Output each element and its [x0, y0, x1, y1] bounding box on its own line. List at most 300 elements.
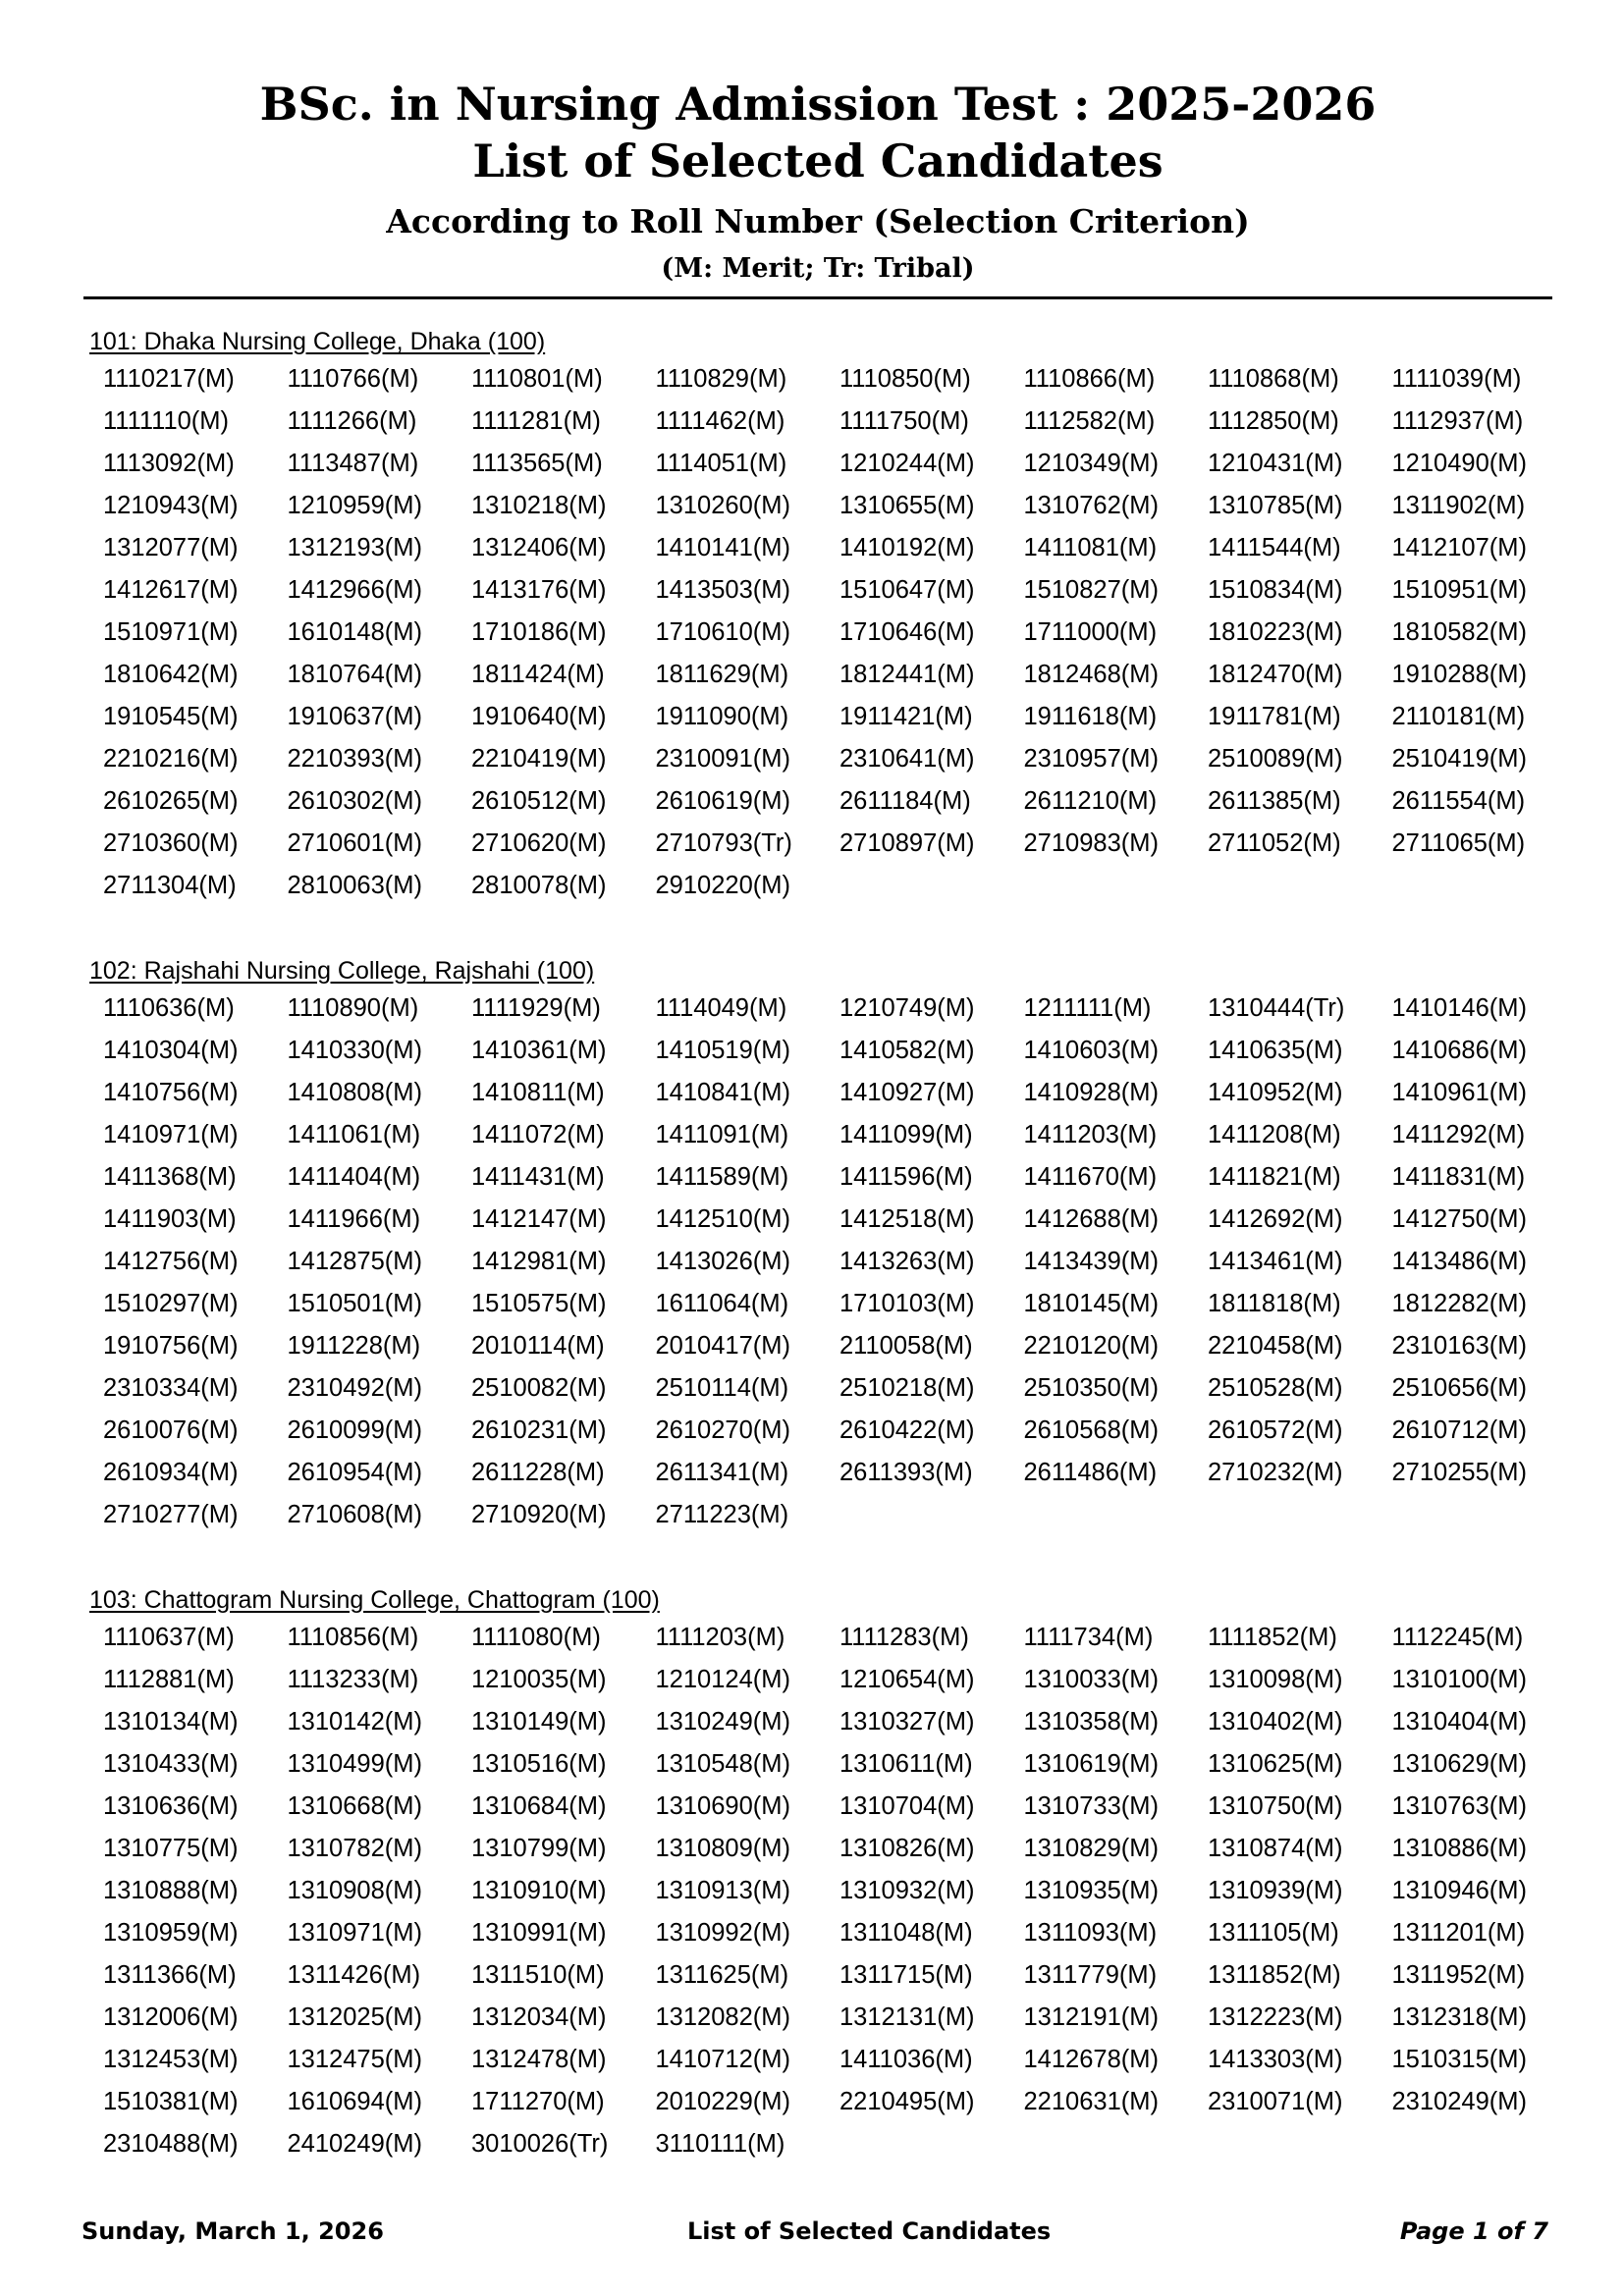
roll-number: 2611486(M) — [1023, 1459, 1158, 1486]
roll-number: 1410519(M) — [655, 1037, 790, 1064]
roll-number: 1411589(M) — [655, 1163, 789, 1191]
roll-number: 1311952(M) — [1391, 1961, 1526, 1989]
roll-number: 1110801(M) — [471, 365, 603, 393]
roll-number: 1112850(M) — [1208, 407, 1339, 435]
roll-number: 1410961(M) — [1391, 1079, 1527, 1106]
roll-number: 1310910(M) — [471, 1877, 607, 1904]
roll-number: 1312034(M) — [471, 2003, 607, 2031]
roll-number: 1411670(M) — [1023, 1163, 1158, 1191]
roll-number: 1412966(M) — [287, 576, 422, 604]
roll-number: 1310625(M) — [1208, 1750, 1343, 1778]
roll-number: 1910640(M) — [471, 703, 607, 730]
roll-number: 1110850(M) — [839, 365, 971, 393]
roll-number: 1510647(M) — [839, 576, 975, 604]
roll-number: 1310499(M) — [287, 1750, 422, 1778]
roll-number: 1413439(M) — [1023, 1248, 1159, 1275]
roll-number: 1311093(M) — [1023, 1919, 1158, 1947]
roll-number: 1412107(M) — [1391, 534, 1527, 561]
roll-number: 2710608(M) — [287, 1501, 422, 1528]
roll-number: 1411544(M) — [1208, 534, 1341, 561]
roll-number: 1110890(M) — [287, 994, 419, 1022]
roll-number: 1312478(M) — [471, 2046, 607, 2073]
roll-number: 1411203(M) — [1023, 1121, 1158, 1148]
roll-number: 2610076(M) — [103, 1416, 239, 1444]
roll-number: 1411091(M) — [655, 1121, 789, 1148]
roll-number: 1110766(M) — [287, 365, 419, 393]
roll-number: 1811629(M) — [655, 661, 789, 688]
roll-number: 1411081(M) — [1023, 534, 1158, 561]
roll-number: 1410927(M) — [839, 1079, 975, 1106]
roll-number: 1310913(M) — [655, 1877, 790, 1904]
roll-number: 1413503(M) — [655, 576, 790, 604]
roll-number: 1412678(M) — [1023, 2046, 1159, 2073]
college-title: 102: Rajshahi Nursing College, Rajshahi (100) — [89, 957, 595, 985]
roll-number: 2610270(M) — [655, 1416, 790, 1444]
roll-number: 1310799(M) — [471, 1835, 607, 1862]
roll-number: 1210490(M) — [1391, 450, 1527, 477]
roll-number: 2310091(M) — [655, 745, 790, 773]
roll-number: 2510419(M) — [1391, 745, 1527, 773]
roll-number: 2210120(M) — [1023, 1332, 1159, 1360]
roll-number: 2010114(M) — [471, 1332, 605, 1360]
roll-number: 1210035(M) — [471, 1666, 607, 1693]
roll-number: 1310991(M) — [471, 1919, 607, 1947]
roll-number: 1811818(M) — [1208, 1290, 1341, 1317]
roll-number: 1210431(M) — [1208, 450, 1343, 477]
college-title: 103: Chattogram Nursing College, Chattogram (100) — [89, 1586, 660, 1614]
roll-number: 2710920(M) — [471, 1501, 607, 1528]
roll-number: 1310829(M) — [1023, 1835, 1159, 1862]
roll-number: 1810223(M) — [1208, 618, 1343, 646]
roll-number: 1310668(M) — [287, 1792, 422, 1820]
roll-number: 1410712(M) — [655, 2046, 790, 2073]
roll-number: 1710103(M) — [839, 1290, 975, 1317]
roll-number: 1113565(M) — [471, 450, 603, 477]
roll-number: 1110866(M) — [1023, 365, 1156, 393]
college-section-dhaka — [88, 326, 1547, 907]
roll-number: 1312082(M) — [655, 2003, 790, 2031]
roll-number: 1411966(M) — [287, 1205, 421, 1233]
roll-number: 1410141(M) — [655, 534, 790, 561]
roll-number: 1510951(M) — [1391, 576, 1527, 604]
roll-number: 1310935(M) — [1023, 1877, 1159, 1904]
roll-number: 1110868(M) — [1208, 365, 1339, 393]
roll-number: 1310886(M) — [1391, 1835, 1527, 1862]
roll-number: 1310971(M) — [287, 1919, 422, 1947]
roll-number: 1311426(M) — [287, 1961, 421, 1989]
roll-number: 1310260(M) — [655, 492, 790, 519]
roll-number: 1710646(M) — [839, 618, 975, 646]
roll-number: 1810642(M) — [103, 661, 239, 688]
roll-number: 1210654(M) — [839, 1666, 975, 1693]
roll-number: 1311779(M) — [1023, 1961, 1158, 1989]
roll-number: 2810078(M) — [471, 872, 607, 899]
header-divider — [83, 296, 1552, 299]
roll-number: 1410808(M) — [287, 1079, 422, 1106]
roll-number: 1312406(M) — [471, 534, 607, 561]
roll-number: 1311048(M) — [839, 1919, 973, 1947]
roll-number: 1113487(M) — [287, 450, 419, 477]
roll-number: 1410635(M) — [1208, 1037, 1343, 1064]
roll-number: 1312193(M) — [287, 534, 422, 561]
roll-number: 1310444(Tr) — [1208, 994, 1345, 1022]
roll-number: 2410249(M) — [287, 2130, 422, 2158]
roll-number: 2611385(M) — [1208, 787, 1341, 815]
roll-number: 1412692(M) — [1208, 1205, 1343, 1233]
roll-number: 1811424(M) — [471, 661, 605, 688]
roll-number: 2610422(M) — [839, 1416, 975, 1444]
roll-number: 1312006(M) — [103, 2003, 239, 2031]
roll-number: 1110636(M) — [103, 994, 235, 1022]
roll-number: 1411903(M) — [103, 1205, 237, 1233]
roll-number: 1310704(M) — [839, 1792, 975, 1820]
roll-number: 2710793(Tr) — [655, 829, 792, 857]
roll-number: 1911228(M) — [287, 1332, 421, 1360]
selection-criterion: According to Roll Number (Selection Criterion) — [386, 202, 1250, 240]
roll-number: 2310492(M) — [287, 1374, 422, 1402]
roll-number: 1112881(M) — [103, 1666, 235, 1693]
roll-number: 2611210(M) — [1023, 787, 1158, 815]
roll-number: 2710601(M) — [287, 829, 422, 857]
roll-number: 1411099(M) — [839, 1121, 973, 1148]
roll-number: 2610619(M) — [655, 787, 790, 815]
roll-number: 1113092(M) — [103, 450, 235, 477]
roll-number: 1412617(M) — [103, 576, 239, 604]
roll-number: 1412981(M) — [471, 1248, 607, 1275]
roll-number: 2711065(M) — [1391, 829, 1526, 857]
roll-number: 2711052(M) — [1208, 829, 1341, 857]
roll-number: 1410192(M) — [839, 534, 975, 561]
roll-number: 2510082(M) — [471, 1374, 607, 1402]
roll-number: 1312223(M) — [1208, 2003, 1343, 2031]
roll-number: 1310033(M) — [1023, 1666, 1159, 1693]
roll-number: 1411404(M) — [287, 1163, 421, 1191]
roll-number: 2810063(M) — [287, 872, 422, 899]
roll-number: 2611393(M) — [839, 1459, 973, 1486]
roll-number: 1111110(M) — [103, 407, 230, 435]
roll-number: 1111462(M) — [655, 407, 785, 435]
footer-date: Sunday, March 1, 2026 — [81, 2217, 384, 2245]
roll-number: 1310690(M) — [655, 1792, 790, 1820]
roll-number: 1312318(M) — [1391, 2003, 1527, 2031]
roll-number: 2310249(M) — [1391, 2088, 1527, 2115]
college-section-chattogram — [88, 1584, 1547, 2165]
roll-number: 1711000(M) — [1023, 618, 1158, 646]
roll-number: 1812468(M) — [1023, 661, 1159, 688]
roll-number: 1410952(M) — [1208, 1079, 1343, 1106]
roll-number: 1410841(M) — [655, 1079, 790, 1106]
roll-number: 1410811(M) — [471, 1079, 605, 1106]
roll-number: 1911781(M) — [1208, 703, 1341, 730]
roll-number: 1112582(M) — [1023, 407, 1156, 435]
roll-number: 2510350(M) — [1023, 1374, 1159, 1402]
roll-number: 1410928(M) — [1023, 1079, 1159, 1106]
roll-number: 2610512(M) — [471, 787, 607, 815]
roll-number: 1111283(M) — [839, 1624, 969, 1651]
document-subtitle: List of Selected Candidates — [472, 134, 1164, 187]
roll-number: 2010229(M) — [655, 2088, 790, 2115]
roll-number: 2510656(M) — [1391, 1374, 1527, 1402]
roll-number: 1412750(M) — [1391, 1205, 1527, 1233]
roll-number: 1510827(M) — [1023, 576, 1159, 604]
roll-number: 1812470(M) — [1208, 661, 1343, 688]
roll-number: 2610302(M) — [287, 787, 422, 815]
roll-number: 1312131(M) — [839, 2003, 975, 2031]
roll-number: 1211111(M) — [1023, 994, 1152, 1022]
roll-number: 1411431(M) — [471, 1163, 605, 1191]
roll-number: 2710983(M) — [1023, 829, 1159, 857]
roll-number: 1310908(M) — [287, 1877, 422, 1904]
roll-number: 2210458(M) — [1208, 1332, 1343, 1360]
roll-number: 1311510(M) — [471, 1961, 605, 1989]
roll-number: 1310782(M) — [287, 1835, 422, 1862]
roll-number: 1310684(M) — [471, 1792, 607, 1820]
roll-number: 1210943(M) — [103, 492, 239, 519]
roll-number: 2610099(M) — [287, 1416, 422, 1444]
roll-number: 1410603(M) — [1023, 1037, 1159, 1064]
roll-number: 1110829(M) — [655, 365, 787, 393]
roll-grid — [88, 988, 1547, 1536]
roll-number: 1112937(M) — [1391, 407, 1524, 435]
roll-number: 2710232(M) — [1208, 1459, 1343, 1486]
roll-number: 1911090(M) — [655, 703, 789, 730]
roll-number: 1210959(M) — [287, 492, 422, 519]
roll-number: 1510575(M) — [471, 1290, 607, 1317]
roll-number: 1410971(M) — [103, 1121, 239, 1148]
roll-number: 1311715(M) — [839, 1961, 973, 1989]
roll-number: 1310932(M) — [839, 1877, 975, 1904]
roll-number: 1110217(M) — [103, 365, 235, 393]
roll-number: 2610934(M) — [103, 1459, 239, 1486]
roll-number: 1510297(M) — [103, 1290, 239, 1317]
roll-number: 1812282(M) — [1391, 1290, 1527, 1317]
roll-number: 1510971(M) — [103, 618, 239, 646]
roll-number: 1310733(M) — [1023, 1792, 1159, 1820]
roll-number: 1310134(M) — [103, 1708, 239, 1735]
roll-number: 2710360(M) — [103, 829, 239, 857]
roll-number: 2510528(M) — [1208, 1374, 1343, 1402]
roll-number: 2510089(M) — [1208, 745, 1343, 773]
roll-number: 1311902(M) — [1391, 492, 1526, 519]
roll-number: 2110058(M) — [839, 1332, 973, 1360]
roll-number: 1310404(M) — [1391, 1708, 1527, 1735]
roll-number: 1310548(M) — [655, 1750, 790, 1778]
roll-number: 1412875(M) — [287, 1248, 422, 1275]
roll-grid — [88, 1617, 1547, 2165]
roll-number: 2910220(M) — [655, 872, 790, 899]
roll-number: 2710255(M) — [1391, 1459, 1527, 1486]
roll-number: 2611554(M) — [1391, 787, 1526, 815]
roll-number: 1210244(M) — [839, 450, 975, 477]
roll-number: 1111750(M) — [839, 407, 969, 435]
roll-number: 1411208(M) — [1208, 1121, 1341, 1148]
roll-number: 1411831(M) — [1391, 1163, 1526, 1191]
roll-number: 1311366(M) — [103, 1961, 237, 1989]
roll-number: 2611184(M) — [839, 787, 971, 815]
roll-number: 1111203(M) — [655, 1624, 785, 1651]
roll-number: 2610231(M) — [471, 1416, 607, 1444]
roll-number: 1412756(M) — [103, 1248, 239, 1275]
roll-number: 2210495(M) — [839, 2088, 975, 2115]
roll-number: 2610954(M) — [287, 1459, 422, 1486]
roll-number: 1410756(M) — [103, 1079, 239, 1106]
roll-number: 1411072(M) — [471, 1121, 605, 1148]
roll-number: 1910756(M) — [103, 1332, 239, 1360]
roll-number: 1310762(M) — [1023, 492, 1159, 519]
roll-number: 3010026(Tr) — [471, 2130, 609, 2158]
roll-number: 1310218(M) — [471, 492, 607, 519]
roll-number: 1410582(M) — [839, 1037, 975, 1064]
roll-number: 1310249(M) — [655, 1708, 790, 1735]
roll-number: 2210393(M) — [287, 745, 422, 773]
roll-number: 1310959(M) — [103, 1919, 239, 1947]
roll-number: 1310611(M) — [839, 1750, 973, 1778]
roll-number: 1210124(M) — [655, 1666, 790, 1693]
roll-number: 1413461(M) — [1208, 1248, 1343, 1275]
roll-number: 1711270(M) — [471, 2088, 605, 2115]
roll-number: 1310619(M) — [1023, 1750, 1159, 1778]
roll-number: 1413263(M) — [839, 1248, 975, 1275]
roll-number: 2310163(M) — [1391, 1332, 1527, 1360]
roll-number: 1310775(M) — [103, 1835, 239, 1862]
roll-number: 1113233(M) — [287, 1666, 419, 1693]
roll-number: 1412518(M) — [839, 1205, 975, 1233]
roll-number: 1910288(M) — [1391, 661, 1527, 688]
roll-number: 1810764(M) — [287, 661, 422, 688]
roll-number: 1510501(M) — [287, 1290, 422, 1317]
roll-number: 2310334(M) — [103, 1374, 239, 1402]
roll-number: 2110181(M) — [1391, 703, 1526, 730]
roll-number: 1310402(M) — [1208, 1708, 1343, 1735]
roll-number: 1310750(M) — [1208, 1792, 1343, 1820]
roll-number: 1111266(M) — [287, 407, 417, 435]
roll-number: 2610265(M) — [103, 787, 239, 815]
roll-number: 1911421(M) — [839, 703, 973, 730]
roll-number: 1310100(M) — [1391, 1666, 1527, 1693]
roll-number: 1210749(M) — [839, 994, 975, 1022]
roll-number: 1111852(M) — [1208, 1624, 1337, 1651]
roll-number: 1911618(M) — [1023, 703, 1158, 730]
roll-number: 1312453(M) — [103, 2046, 239, 2073]
roll-number: 1114051(M) — [655, 450, 787, 477]
roll-number: 1111281(M) — [471, 407, 601, 435]
roll-number: 1111929(M) — [471, 994, 601, 1022]
roll-number: 1310629(M) — [1391, 1750, 1527, 1778]
roll-number: 1411036(M) — [839, 2046, 973, 2073]
roll-number: 1412147(M) — [471, 1205, 607, 1233]
roll-number: 1111080(M) — [471, 1624, 601, 1651]
roll-number: 1411596(M) — [839, 1163, 973, 1191]
roll-number: 1311625(M) — [655, 1961, 789, 1989]
roll-number: 2510218(M) — [839, 1374, 975, 1402]
roll-number: 1410330(M) — [287, 1037, 422, 1064]
roll-number: 2611341(M) — [655, 1459, 789, 1486]
roll-number: 1310826(M) — [839, 1835, 975, 1862]
quota-legend: (M: Merit; Tr: Tribal) — [661, 253, 975, 284]
roll-number: 1310098(M) — [1208, 1666, 1343, 1693]
roll-number: 1411061(M) — [287, 1121, 421, 1148]
roll-number: 2610568(M) — [1023, 1416, 1159, 1444]
roll-number: 2710620(M) — [471, 829, 607, 857]
roll-number: 1310992(M) — [655, 1919, 790, 1947]
roll-number: 1310888(M) — [103, 1877, 239, 1904]
roll-number: 1610694(M) — [287, 2088, 422, 2115]
college-section-rajshahi — [88, 955, 1547, 1536]
roll-number: 1310142(M) — [287, 1708, 422, 1735]
roll-number: 1310655(M) — [839, 492, 975, 519]
roll-number: 1210349(M) — [1023, 450, 1159, 477]
roll-number: 2710897(M) — [839, 829, 975, 857]
roll-number: 1310785(M) — [1208, 492, 1343, 519]
roll-number: 1310433(M) — [103, 1750, 239, 1778]
roll-number: 1411368(M) — [103, 1163, 237, 1191]
roll-number: 2310957(M) — [1023, 745, 1159, 773]
roll-number: 1311852(M) — [1208, 1961, 1341, 1989]
roll-number: 1810582(M) — [1391, 618, 1527, 646]
roll-number: 1411821(M) — [1208, 1163, 1341, 1191]
roll-number: 1111039(M) — [1391, 365, 1522, 393]
roll-number: 1412688(M) — [1023, 1205, 1159, 1233]
roll-number: 1311105(M) — [1208, 1919, 1339, 1947]
roll-number: 2510114(M) — [655, 1374, 789, 1402]
roll-number: 2010417(M) — [655, 1332, 790, 1360]
roll-number: 1310516(M) — [471, 1750, 607, 1778]
page-number: Page 1 of 7 — [1399, 2217, 1548, 2245]
roll-number: 1510834(M) — [1208, 576, 1343, 604]
roll-number: 1411292(M) — [1391, 1121, 1526, 1148]
roll-number: 1410361(M) — [471, 1037, 607, 1064]
roll-number: 1410304(M) — [103, 1037, 239, 1064]
roll-number: 1310763(M) — [1391, 1792, 1527, 1820]
roll-number: 2711223(M) — [655, 1501, 789, 1528]
roll-grid — [88, 358, 1547, 907]
roll-number: 1310149(M) — [471, 1708, 607, 1735]
roll-number: 1710610(M) — [655, 618, 790, 646]
roll-number: 2610572(M) — [1208, 1416, 1343, 1444]
roll-number: 2711304(M) — [103, 872, 237, 899]
roll-number: 1710186(M) — [471, 618, 607, 646]
roll-number: 1413486(M) — [1391, 1248, 1527, 1275]
roll-number: 2310488(M) — [103, 2130, 239, 2158]
roll-number: 1410146(M) — [1391, 994, 1527, 1022]
roll-number: 1312191(M) — [1023, 2003, 1159, 2031]
roll-number: 1110637(M) — [103, 1624, 235, 1651]
roll-number: 1410686(M) — [1391, 1037, 1527, 1064]
roll-number: 1310809(M) — [655, 1835, 790, 1862]
roll-number: 1610148(M) — [287, 618, 422, 646]
roll-number: 3110111(M) — [655, 2130, 785, 2158]
roll-number: 2210216(M) — [103, 745, 239, 773]
roll-number: 1812441(M) — [839, 661, 975, 688]
roll-number: 1310939(M) — [1208, 1877, 1343, 1904]
roll-number: 1310327(M) — [839, 1708, 975, 1735]
roll-number: 1910545(M) — [103, 703, 239, 730]
roll-number: 1310874(M) — [1208, 1835, 1343, 1862]
college-title: 101: Dhaka Nursing College, Dhaka (100) — [89, 328, 546, 355]
roll-number: 1310358(M) — [1023, 1708, 1159, 1735]
roll-number: 1910637(M) — [287, 703, 422, 730]
roll-number: 1114049(M) — [655, 994, 787, 1022]
roll-number: 1310946(M) — [1391, 1877, 1527, 1904]
roll-number: 1111734(M) — [1023, 1624, 1154, 1651]
roll-number: 1112245(M) — [1391, 1624, 1524, 1651]
roll-number: 2210631(M) — [1023, 2088, 1159, 2115]
roll-number: 2210419(M) — [471, 745, 607, 773]
roll-number: 1611064(M) — [655, 1290, 789, 1317]
roll-number: 1413026(M) — [655, 1248, 790, 1275]
roll-number: 1810145(M) — [1023, 1290, 1159, 1317]
roll-number: 1413176(M) — [471, 576, 607, 604]
